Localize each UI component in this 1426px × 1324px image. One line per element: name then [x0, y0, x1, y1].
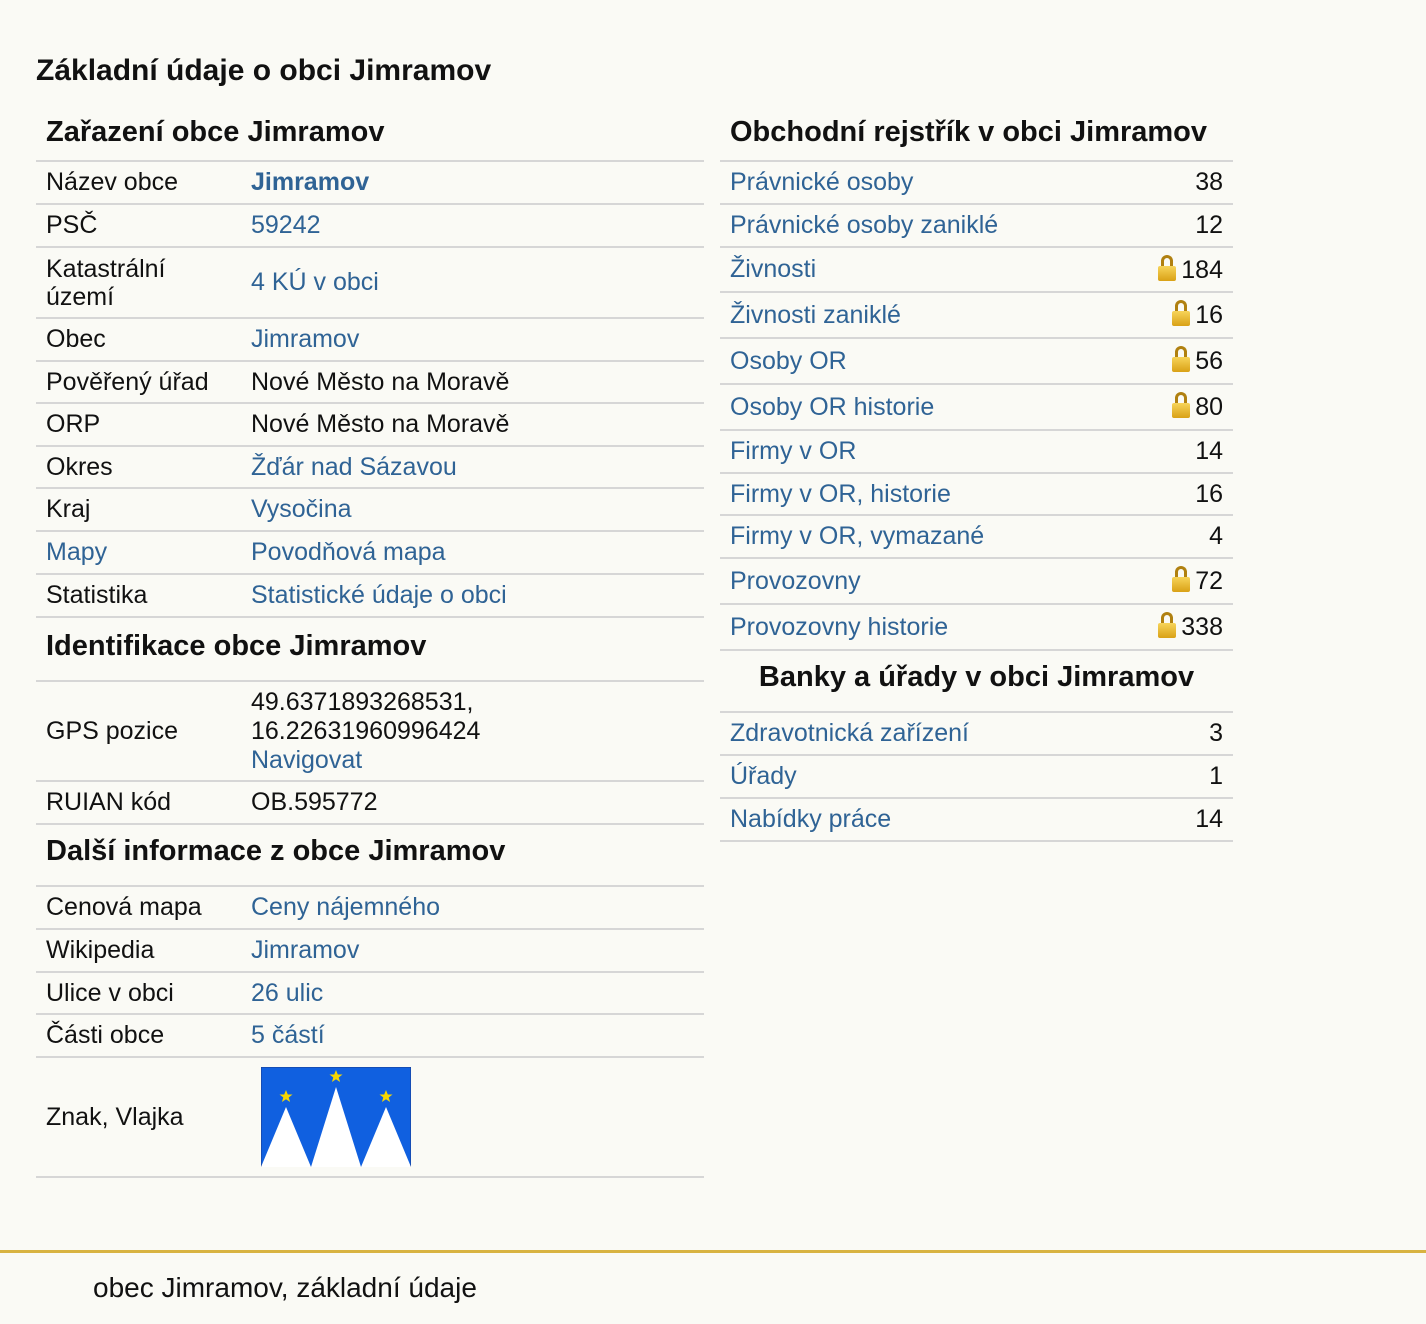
table-row — [720, 604, 1233, 650]
banky-table — [720, 713, 1233, 842]
lock-icon — [1158, 255, 1176, 281]
row-value: Nové Město na Moravě — [241, 403, 704, 446]
footer-text: obec Jimramov, základní údaje — [93, 1272, 477, 1303]
row-count: 16 — [1195, 301, 1223, 329]
ulice-link[interactable]: 26 ulic — [251, 978, 324, 1007]
osoby-or-link[interactable]: Osoby OR — [730, 346, 847, 375]
row-label: PSČ — [36, 204, 241, 247]
row-label: Název obce — [36, 162, 241, 204]
table-row — [36, 887, 704, 929]
row-label: Části obce — [36, 1014, 241, 1057]
table-row — [720, 755, 1233, 798]
row-count: 56 — [1195, 347, 1223, 375]
row-label: Obec — [36, 318, 241, 361]
obchodni-table — [720, 162, 1233, 651]
provozovny-historie-link[interactable]: Provozovny historie — [730, 612, 949, 641]
ruian-value: OB.595772 — [241, 781, 704, 824]
table-row — [36, 488, 704, 531]
table-row — [36, 682, 704, 781]
pravnicke-osoby-zanikle-link[interactable]: Právnické osoby zaniklé — [730, 211, 999, 239]
zivnosti-zanikle-link[interactable]: Živnosti zaniklé — [730, 300, 901, 329]
osoby-or-historie-link[interactable]: Osoby OR historie — [730, 392, 935, 421]
section-title-dalsi: Další informace z obce Jimramov — [36, 825, 704, 887]
row-label: Wikipedia — [36, 929, 241, 972]
row-count: 12 — [1116, 204, 1233, 247]
table-row — [720, 292, 1233, 338]
table-row — [720, 515, 1233, 558]
row-count: 14 — [1116, 430, 1233, 473]
row-label: Pověřený úřad — [36, 361, 241, 403]
lock-icon — [1158, 612, 1176, 638]
firmy-v-or-vymazane-link[interactable]: Firmy v OR, vymazané — [730, 522, 985, 550]
lock-icon — [1172, 566, 1190, 592]
navigovat-link[interactable]: Navigovat — [251, 745, 363, 774]
obec-link[interactable]: Jimramov — [251, 325, 360, 353]
table-row — [720, 247, 1233, 292]
table-row — [720, 338, 1233, 384]
nazev-obce-link[interactable]: Jimramov — [251, 168, 370, 196]
section-title-obchodni: Obchodní rejstřík v obci Jimramov — [720, 110, 1233, 162]
coat-of-arms-image — [261, 1067, 411, 1167]
provozovny-link[interactable]: Provozovny — [730, 566, 861, 595]
table-row — [720, 384, 1233, 430]
gps-lon: 16.22631960996424 — [251, 716, 481, 745]
row-label: Cenová mapa — [36, 887, 241, 929]
row-label: Okres — [36, 446, 241, 488]
povodnova-mapa-link[interactable]: Povodňová mapa — [251, 538, 446, 566]
katastralni-uzemi-link[interactable]: 4 KÚ v obci — [251, 268, 379, 296]
row-label: ORP — [36, 403, 241, 446]
nabidky-prace-link[interactable]: Nabídky práce — [730, 805, 892, 833]
row-label: RUIAN kód — [36, 781, 241, 824]
row-count: 1 — [1153, 755, 1233, 798]
row-count: 38 — [1116, 162, 1233, 204]
wikipedia-link[interactable]: Jimramov — [251, 936, 360, 964]
table-row — [720, 204, 1233, 247]
table-row — [720, 473, 1233, 515]
row-label: Katastrální území — [36, 247, 241, 318]
table-row — [36, 361, 704, 403]
table-row — [36, 204, 704, 247]
urady-link[interactable]: Úřady — [730, 762, 797, 790]
lock-icon — [1172, 346, 1190, 372]
pravnicke-osoby-link[interactable]: Právnické osoby — [730, 168, 914, 196]
zdravotnicka-zarizeni-link[interactable]: Zdravotnická zařízení — [730, 719, 969, 747]
dalsi-table — [36, 887, 704, 1178]
table-row — [36, 318, 704, 361]
zarazeni-table — [36, 162, 704, 618]
page-title: Základní údaje o obci Jimramov — [36, 54, 492, 87]
table-row — [36, 531, 704, 574]
statistika-link[interactable]: Statistické údaje o obci — [251, 581, 507, 609]
casti-obce-link[interactable]: 5 částí — [251, 1021, 325, 1049]
table-row — [720, 162, 1233, 204]
row-label: Kraj — [36, 488, 241, 531]
table-row — [720, 558, 1233, 604]
row-value: Nové Město na Moravě — [241, 361, 704, 403]
zivnosti-link[interactable]: Živnosti — [730, 255, 817, 283]
row-count: 14 — [1153, 798, 1233, 841]
section-title-banky: Banky a úřady v obci Jimramov — [720, 651, 1233, 713]
okres-link[interactable]: Žďár nad Sázavou — [251, 452, 457, 481]
right-column — [720, 110, 1233, 842]
row-count: 184 — [1181, 255, 1223, 284]
row-count: 72 — [1195, 567, 1223, 595]
row-label: Ulice v obci — [36, 972, 241, 1014]
row-count: 4 — [1116, 515, 1233, 558]
lock-icon — [1172, 392, 1190, 418]
table-row — [36, 162, 704, 204]
row-count: 3 — [1153, 713, 1233, 755]
footer-divider — [0, 1250, 1426, 1253]
section-title-zarazeni: Zařazení obce Jimramov — [36, 110, 704, 162]
table-row — [36, 929, 704, 972]
table-row — [36, 1014, 704, 1057]
row-label: Znak, Vlajka — [36, 1057, 241, 1177]
table-row — [36, 403, 704, 446]
table-row — [720, 798, 1233, 841]
identifikace-table — [36, 682, 704, 825]
section-title-identifikace: Identifikace obce Jimramov — [36, 618, 704, 682]
table-row — [36, 247, 704, 318]
firmy-v-or-historie-link[interactable]: Firmy v OR, historie — [730, 479, 951, 508]
row-count: 338 — [1181, 613, 1223, 641]
lock-icon — [1172, 300, 1190, 326]
table-row — [36, 972, 704, 1014]
row-count: 16 — [1116, 473, 1233, 515]
table-row — [36, 781, 704, 824]
psc-link[interactable]: 59242 — [251, 211, 321, 239]
row-label: GPS pozice — [36, 682, 241, 781]
firmy-v-or-link[interactable]: Firmy v OR — [730, 437, 857, 465]
kraj-link[interactable]: Vysočina — [251, 495, 352, 523]
table-row — [36, 1057, 704, 1177]
table-row — [36, 446, 704, 488]
table-row — [720, 713, 1233, 755]
gps-lat: 49.6371893268531, — [251, 687, 474, 716]
mapy-link[interactable]: Mapy — [46, 538, 108, 566]
table-row — [720, 430, 1233, 473]
left-column — [36, 110, 704, 1178]
ceny-najemneho-link[interactable]: Ceny nájemného — [251, 893, 441, 921]
row-label: Statistika — [36, 574, 241, 617]
row-count: 80 — [1195, 393, 1223, 421]
table-row — [36, 574, 704, 617]
